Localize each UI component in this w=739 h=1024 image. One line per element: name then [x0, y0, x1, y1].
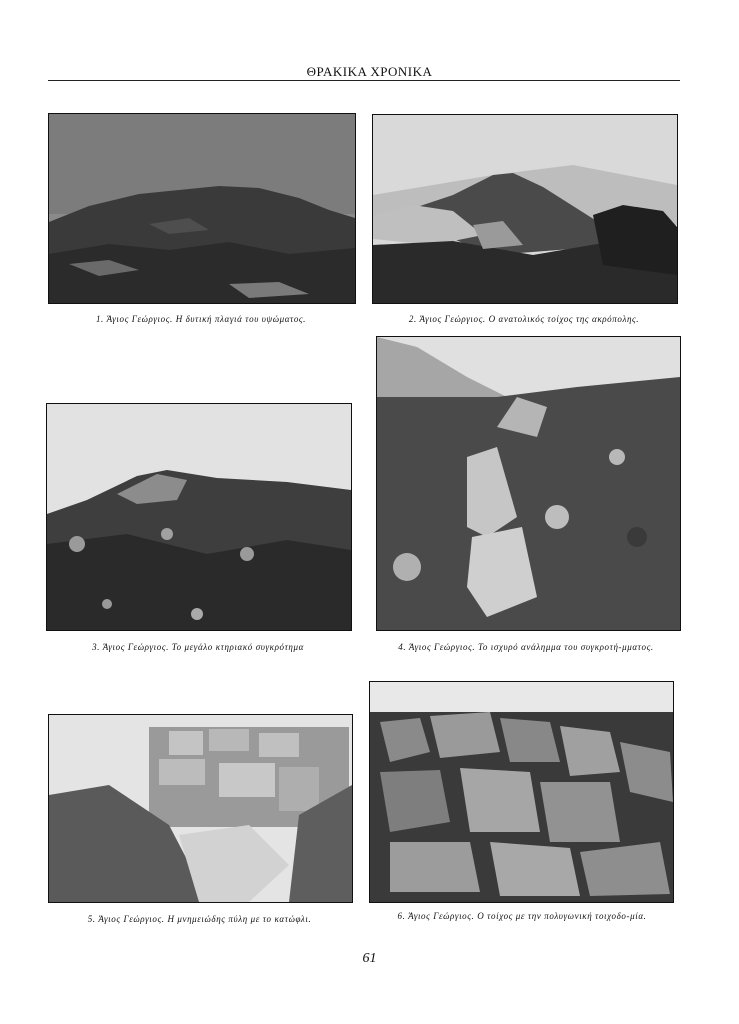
caption-6: 6. Άγιος Γεώργιος. Ο τοίχος με την πολυγωνική τοιχοδο-μία.: [397, 911, 647, 921]
header-rule: [48, 80, 680, 81]
caption-3: 3. Άγιος Γεώργιος. Το μεγάλο κτηριακό συγκρότημα: [92, 642, 304, 652]
photo-6-polygonal-wall: [369, 681, 674, 903]
caption-1: 1. Άγιος Γεώργιος. Η δυτική πλαγιά του υψώματος.: [95, 314, 307, 324]
photo-3-building-complex: [46, 403, 352, 631]
photo-5-monumental-gate: [48, 714, 353, 903]
photo-2-east-wall: [372, 114, 678, 304]
running-header: ΘΡΑΚΙΚΑ ΧΡΟΝΙΚΑ: [306, 64, 433, 79]
caption-2: 2. Άγιος Γεώργιος. Ο ανατολικός τοίχος της ακρόπολης.: [408, 314, 640, 324]
caption-5: 5. Άγιος Γεώργιος. Η μνημειώδης πύλη με το κατώφλι.: [87, 914, 312, 924]
caption-4: 4. Άγιος Γεώργιος. Το ισχυρό ανάλημμα του συγκροτή-μματος.: [398, 642, 654, 652]
page-number: 61: [362, 951, 377, 966]
photo-4-retaining-wall: [376, 336, 681, 631]
photo-1-west-slope: [48, 113, 356, 304]
